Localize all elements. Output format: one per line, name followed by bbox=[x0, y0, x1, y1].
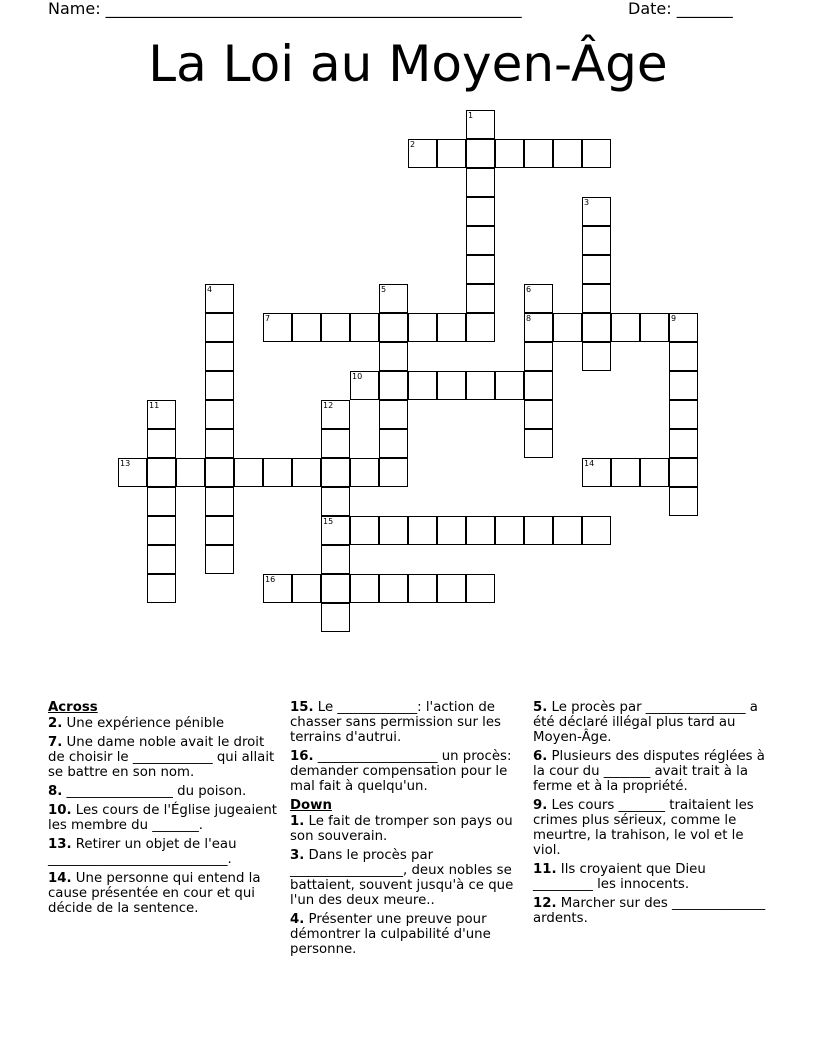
grid-cell[interactable] bbox=[379, 458, 408, 487]
grid-cell[interactable] bbox=[321, 487, 350, 516]
grid-cell[interactable] bbox=[205, 284, 234, 313]
grid-cell[interactable] bbox=[611, 313, 640, 342]
grid-cell[interactable] bbox=[205, 342, 234, 371]
grid-cell[interactable] bbox=[147, 429, 176, 458]
grid-cell[interactable] bbox=[379, 574, 408, 603]
grid-cell[interactable] bbox=[669, 371, 698, 400]
grid-cell[interactable] bbox=[147, 487, 176, 516]
grid-cell[interactable] bbox=[466, 371, 495, 400]
grid-cell[interactable] bbox=[147, 516, 176, 545]
clue-number: 11 bbox=[149, 401, 160, 410]
grid-cell[interactable] bbox=[466, 574, 495, 603]
across-heading: Across bbox=[48, 700, 98, 715]
clue-across-2: 2. Une expérience pénible bbox=[48, 716, 225, 731]
grid-cell[interactable] bbox=[205, 313, 234, 342]
grid-cell[interactable] bbox=[466, 197, 495, 226]
clue-number: 13 bbox=[120, 459, 131, 468]
grid-cell[interactable] bbox=[669, 313, 698, 342]
clue-down-6: 6. Plusieurs des disputes réglées à la cour du _______ avait trait à la ferme et à la propriété. bbox=[533, 749, 765, 794]
grid-cell[interactable] bbox=[582, 226, 611, 255]
clue-number: 7 bbox=[265, 314, 271, 323]
grid-cell[interactable] bbox=[437, 313, 466, 342]
grid-cell[interactable] bbox=[524, 313, 553, 342]
clue-across-16: 16. __________________ un procès: demander compensation pour le mal fait à quelqu'un. bbox=[290, 749, 512, 794]
grid-cell[interactable] bbox=[147, 400, 176, 429]
grid-cell[interactable] bbox=[321, 574, 350, 603]
date-field[interactable]: Date: _______ bbox=[628, 0, 733, 18]
grid-cell[interactable] bbox=[379, 400, 408, 429]
grid-cell[interactable] bbox=[524, 516, 553, 545]
grid-cell[interactable] bbox=[205, 429, 234, 458]
grid-cell[interactable] bbox=[263, 574, 292, 603]
grid-cell[interactable] bbox=[582, 255, 611, 284]
grid-cell[interactable] bbox=[611, 458, 640, 487]
grid-cell[interactable] bbox=[379, 284, 408, 313]
grid-cell[interactable] bbox=[437, 574, 466, 603]
clue-down-11: 11. Ils croyaient que Dieu _________ les innocents. bbox=[533, 862, 706, 892]
grid-cell[interactable] bbox=[321, 603, 350, 632]
grid-cell[interactable] bbox=[669, 400, 698, 429]
grid-cell[interactable] bbox=[466, 284, 495, 313]
grid-cell[interactable] bbox=[408, 313, 437, 342]
grid-cell[interactable] bbox=[321, 400, 350, 429]
grid-cell[interactable] bbox=[118, 458, 147, 487]
grid-cell[interactable] bbox=[408, 574, 437, 603]
clue-down-1: 1. Le fait de tromper son pays ou son souverain. bbox=[290, 814, 513, 844]
grid-cell[interactable] bbox=[321, 545, 350, 574]
grid-cell[interactable] bbox=[466, 139, 495, 168]
clue-down-5: 5. Le procès par _______________ a été déclaré illégal plus tard au Moyen-Âge. bbox=[533, 700, 758, 745]
clue-down-9: 9. Les cours _______ traitaient les crimes plus sérieux, comme le meurtre, la trahison, le vol et le viol. bbox=[533, 798, 754, 858]
grid-cell[interactable] bbox=[524, 371, 553, 400]
grid-cell[interactable] bbox=[524, 284, 553, 313]
grid-cell[interactable] bbox=[669, 487, 698, 516]
grid-cell[interactable] bbox=[466, 110, 495, 139]
clue-down-12: 12. Marcher sur des ______________ ardents. bbox=[533, 896, 766, 926]
grid-cell[interactable] bbox=[640, 458, 669, 487]
grid-cell[interactable] bbox=[582, 342, 611, 371]
grid-cell[interactable] bbox=[205, 487, 234, 516]
grid-cell[interactable] bbox=[350, 313, 379, 342]
clue-across-10: 10. Les cours de l'Église jugeaient les membre du _______. bbox=[48, 803, 277, 833]
grid-cell[interactable] bbox=[553, 139, 582, 168]
grid-cell[interactable] bbox=[350, 574, 379, 603]
grid-cell[interactable] bbox=[553, 516, 582, 545]
grid-cell[interactable] bbox=[582, 313, 611, 342]
down-heading: Down bbox=[290, 798, 332, 813]
grid-cell[interactable] bbox=[408, 371, 437, 400]
grid-cell[interactable] bbox=[321, 429, 350, 458]
clue-number: 8 bbox=[526, 314, 532, 323]
grid-cell[interactable] bbox=[495, 139, 524, 168]
clue-number: 9 bbox=[671, 314, 677, 323]
grid-cell[interactable] bbox=[205, 458, 234, 487]
grid-cell[interactable] bbox=[437, 371, 466, 400]
grid-cell[interactable] bbox=[669, 458, 698, 487]
grid-cell[interactable] bbox=[205, 400, 234, 429]
clue-number: 5 bbox=[381, 285, 387, 294]
grid-cell[interactable] bbox=[582, 139, 611, 168]
grid-cell[interactable] bbox=[437, 516, 466, 545]
grid-cell[interactable] bbox=[669, 429, 698, 458]
grid-cell[interactable] bbox=[495, 516, 524, 545]
clue-across-8: 8. ________________ du poison. bbox=[48, 784, 247, 799]
grid-cell[interactable] bbox=[147, 574, 176, 603]
grid-cell[interactable] bbox=[205, 516, 234, 545]
clue-number: 15 bbox=[323, 517, 334, 526]
clue-number: 6 bbox=[526, 285, 532, 294]
clue-number: 1 bbox=[468, 111, 474, 120]
clue-number: 2 bbox=[410, 140, 416, 149]
grid-cell[interactable] bbox=[379, 371, 408, 400]
grid-cell[interactable] bbox=[437, 139, 466, 168]
grid-cell[interactable] bbox=[379, 429, 408, 458]
grid-cell[interactable] bbox=[524, 139, 553, 168]
grid-cell[interactable] bbox=[524, 400, 553, 429]
grid-cell[interactable] bbox=[321, 313, 350, 342]
clue-down-4: 4. Présenter une preuve pour démontrer la culpabilité d'une personne. bbox=[290, 912, 491, 957]
grid-cell[interactable] bbox=[321, 458, 350, 487]
grid-cell[interactable] bbox=[205, 545, 234, 574]
clue-across-15: 15. Le ____________: l'action de chasser sans permission sur les terrains d'autrui. bbox=[290, 700, 501, 745]
clue-number: 10 bbox=[352, 372, 363, 381]
grid-cell[interactable] bbox=[582, 197, 611, 226]
clue-number: 4 bbox=[207, 285, 213, 294]
grid-cell[interactable] bbox=[321, 516, 350, 545]
grid-cell[interactable] bbox=[466, 313, 495, 342]
clues-column-3 bbox=[533, 700, 768, 930]
grid-cell[interactable] bbox=[640, 313, 669, 342]
clues-column-2 bbox=[290, 700, 525, 961]
clue-across-13: 13. Retirer un objet de l'eau ___________________________. bbox=[48, 837, 237, 867]
clue-across-7: 7. Une dame noble avait le droit de choisir le ____________ qui allait se battre en son nom. bbox=[48, 735, 275, 780]
grid-cell[interactable] bbox=[350, 458, 379, 487]
grid-cell[interactable] bbox=[379, 313, 408, 342]
grid-cell[interactable] bbox=[147, 458, 176, 487]
grid-cell[interactable] bbox=[205, 371, 234, 400]
grid-cell[interactable] bbox=[582, 458, 611, 487]
grid-cell[interactable] bbox=[263, 313, 292, 342]
grid-cell[interactable] bbox=[466, 516, 495, 545]
grid-cell[interactable] bbox=[147, 545, 176, 574]
clue-number: 16 bbox=[265, 575, 276, 584]
clue-across-14: 14. Une personne qui entend la cause présentée en cour et qui décide de la sentence. bbox=[48, 871, 261, 916]
grid-cell[interactable] bbox=[292, 313, 321, 342]
grid-cell[interactable] bbox=[495, 371, 524, 400]
grid-cell[interactable] bbox=[350, 516, 379, 545]
grid-cell[interactable] bbox=[292, 458, 321, 487]
grid-cell[interactable] bbox=[234, 458, 263, 487]
grid-cell[interactable] bbox=[176, 458, 205, 487]
grid-cell[interactable] bbox=[408, 516, 437, 545]
grid-cell[interactable] bbox=[466, 255, 495, 284]
grid-cell[interactable] bbox=[466, 168, 495, 197]
grid-cell[interactable] bbox=[524, 429, 553, 458]
clue-number: 12 bbox=[323, 401, 334, 410]
grid-cell[interactable] bbox=[582, 516, 611, 545]
grid-cell[interactable] bbox=[669, 342, 698, 371]
grid-cell[interactable] bbox=[466, 226, 495, 255]
grid-cell[interactable] bbox=[350, 371, 379, 400]
page-title: La Loi au Moyen-Âge bbox=[148, 35, 668, 93]
clue-down-3: 3. Dans le procès par _________________, deux nobles se battaient, souvent jusqu'à ce que l'un des deux meure.. bbox=[290, 848, 514, 908]
grid-cell[interactable] bbox=[379, 516, 408, 545]
clues-column-1 bbox=[48, 700, 278, 920]
grid-cell[interactable] bbox=[292, 574, 321, 603]
grid-cell[interactable] bbox=[582, 284, 611, 313]
grid-cell[interactable] bbox=[263, 458, 292, 487]
name-field[interactable]: Name: ____________________________________________________ bbox=[48, 0, 522, 18]
clue-number: 3 bbox=[584, 198, 590, 207]
grid-cell[interactable] bbox=[379, 342, 408, 371]
grid-cell[interactable] bbox=[524, 342, 553, 371]
grid-cell[interactable] bbox=[408, 139, 437, 168]
clue-number: 14 bbox=[584, 459, 595, 468]
grid-cell[interactable] bbox=[553, 313, 582, 342]
